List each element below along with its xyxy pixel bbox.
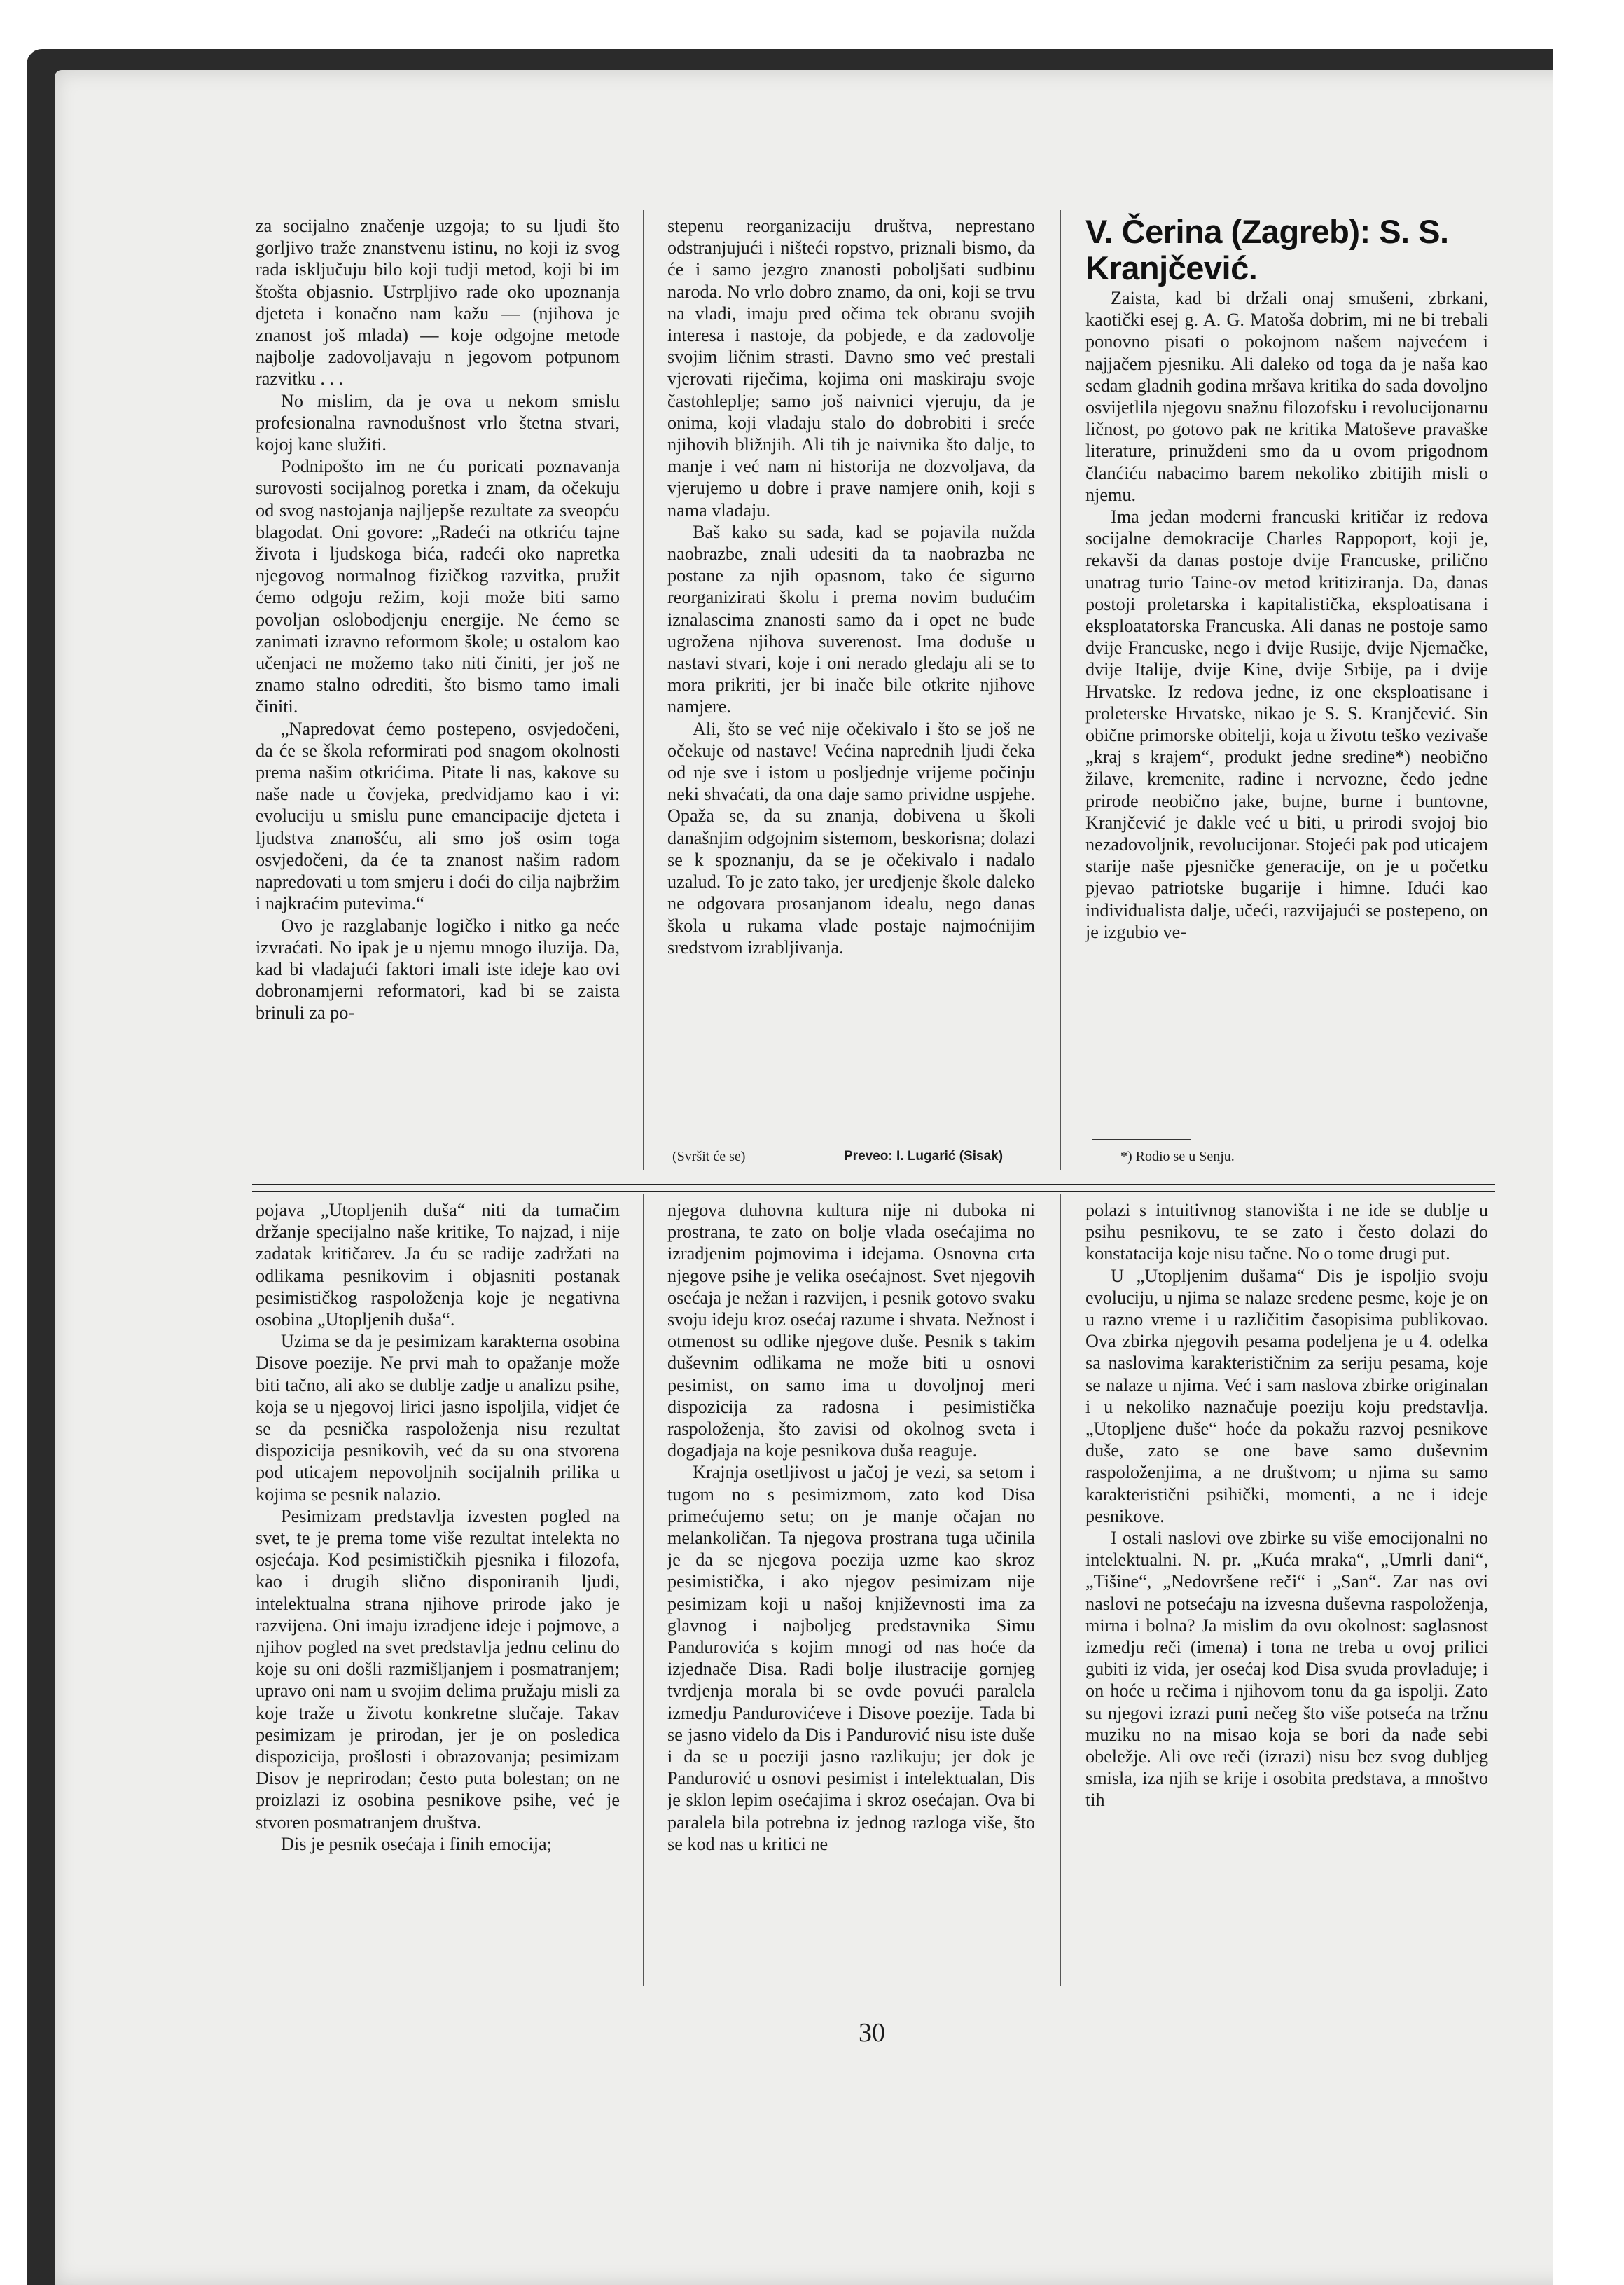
column-4	[256, 1199, 620, 1984]
column-divider	[643, 210, 644, 1170]
paragraph: Krajnja osetljivost u jačoj je vezi, sa setom i tugom no s pesimizmom, zato kod Disa primećujemo setu; on je manje očajan no melankoličan. Ta njegova prostrana tuga učinila je da se njegova poezija uzme kao skroz pesimistička, i ako njegov pesimizam nije pesimizam koji u našoj književnosti ima za glavnog i najboljeg predstavnika Simu Pandurovića s kojim mnogi od nas hoće da izjednače Disa. Radi bolje ilustracije gornjeg tvrdjenja morala bi se ovde povući paralela izmedju Pandurovićeve i Disove poezije. Tada bi se jasno videlo da Dis i Pandurović nisu iste duše i da se u poeziji jasno razlikuju; jer dok je Pandurović u osnovi pesimist i intelektualan, Dis je sklon lepim osećajima i skroz osećajan. Ova bi paralela bila potrebna iz jednog razloga više, što se kod nas u kritici ne	[667, 1462, 1035, 1854]
column-5	[667, 1199, 1035, 1984]
paragraph: Ali, što se već nije očekivalo i što se još ne očekuje od nastave! Većina naprednih ljudi čeka od nje sve i istom u posljednje vrijeme počinju neki shvaćati, da ona daje samo prividne uspjehe. Opaža se, da su znanja, dobivena u školi današnjim odgojnim sistemom, beskorisna; dolazi se k spoznanju, da se je očekivalo i nadalo uzalud. To je zato tako, jer uredjenje škole daleko ne odgovara prosanjanom idealu, nego danas škola u rukama vlade postaje najmoćnijim sredstvom izrabljivanja.	[667, 718, 1035, 958]
paragraph: No mislim, da je ova u nekom smislu profesionalna ravnodušnost vrlo štetna stvari, kojoj kane služiti.	[256, 390, 620, 455]
paragraph: polazi s intuitivnog stanovišta i ne ide se dublje u psihu pesnikovu, te se zato i često dolazi do konstatacija koje nisu tačne. No o tome drugi put.	[1085, 1200, 1488, 1264]
continuation-note: (Svršit će se)	[672, 1149, 746, 1164]
paragraph: Podnipošto im ne ću poricati poznavanja surovosti socijalnog poretka i znam, da očekuju od svog nastojanja najljepše rezultate za sveopću blagodat. Oni govore: „Radeći na otkriću tajne života i ljudskoga bića, radeći oko napretka njegovog normalnog fizičkog razvitka, pružit ćemo odgoju režim, koji može biti samo povoljan oslobodjenju energije. Ne ćemo se zanimati izravno reformom škole; u ostalom kao učenjaci ne možemo tako niti činiti, jer još ne znamo stalno odrediti, što bismo tamo imali činiti.	[256, 456, 620, 717]
paragraph: Pesimizam predstavlja izvesten pogled na svet, te je prema tome više rezultat intelekta no osjećaja. Kod pesimističkih pjesnika i filozofa, kao i drugih slično disponiranih ljudi, intelektualna strana njihove prirode jako je razvijena. Oni imaju izradjene ideje i pojmove, a njihov pogled na svet predstavlja jednu celinu do koje su oni došli razmišljanjem i posmatranjem; upravo oni nam u svojim delima pružaju misli za koje traže u životu konkretne slučaje. Takav pesimizam je prirodan, jer je on posledica dispozicija, prošlosti i obrazovanja; pesimizam Disov je neprirodan; često puta bolestan; on ne proizlazi iz osobina pesnikove psihe, već je stvoren posmatranjem društva.	[256, 1505, 620, 1832]
paragraph: njegova duhovna kultura nije ni duboka ni prostrana, te zato on bolje vlada osećajima no izradjenim pojmovima i idejama. Osnovna crta njegove psihe je velika osećajnost. Svet njegovih osećaja je nežan i razvijen, i pesnik gotovo svaku svoju ideju kroz osećaj razume i shvata. Nežnost i otmenost su odlike njegove duše. Pesnik s takim duševnim odlikama ne može biti u osnovi pesimist, on samo ima u dovoljnoj meri dispozicija za radosna i pesimistička raspoloženja, što zavisi od okolnog sveta i dogadjaja na koje pesnikova duša reaguje.	[667, 1200, 1035, 1461]
paragraph: za socijalno značenje uzgoja; to su ljudi što gorljivo traže znanstvenu istinu, no koji iz svog rada isključuju bilo koji tudji metod, koji bi im štošta objasnio. Ustrpljivo rade oko upoznanja djeteta i konačno nam kažu — (njihova je znanost još mlada) — koje odgojne metode najbolje zadovoljavaju n jegovom potpunom razvitku . . .	[256, 216, 620, 389]
column-divider	[1060, 210, 1061, 1170]
paragraph: Dis je pesnik osećaja i finih emocija;	[281, 1833, 552, 1854]
paragraph: Ovo je razglabanje logičko i nitko ga neće izvraćati. No ipak je u njemu mnogo iluzija. Da, kad bi vladajući faktori imali iste ideje kao ovi dobronamjerni reformatori, kad bi se zaista brinuli za po-	[256, 915, 620, 1023]
column-2	[667, 215, 1035, 1147]
paragraph: I ostali naslovi ove zbirke su više emocijonalni no intelektualni. N. pr. „Kuća mraka“, „Umrli dani“, „Tišine“, „Nedovršene reči“ i „San“. Zar nas ovi naslovi ne potsećaju na izvesna duševna raspoloženja, mirna i bolna? Ja mislim da ovu okolnost: saglasnost izmedju reči (imena) i tona ne treba u ovoj prilici gubiti iz vida, jer osećaj kod Disa svuda provladuje; i on hoće u rečima i njihovom tonu da ga ispolji. Zato su njegovi izrazi puni nečeg što više potseća na tržnu muziku no na misao koja se bori da nađe sebi obeležje. Ali ove reči (izrazi) nisu bez svog dubljeg smisla, iza njih se krije i osobita predstava, a mnoštvo tih	[1085, 1528, 1488, 1811]
translator-credit: Preveo: I. Lugarić (Sisak)	[844, 1149, 1004, 1164]
article-title: V. Čerina (Zagreb): S. S. Kranjčević.	[1085, 213, 1449, 287]
column-divider	[1060, 1194, 1061, 1986]
paragraph: stepenu reorganizaciju društva, neprestano odstranjujući i ništeći ropstvo, priznali bismo, da će i samo jezgro znanosti poboljšati sudbinu naroda. No vrlo dobro znamo, da oni, koji se trvu na vladi, imaju pred očima tek obranu svojih interesa i nastoje, da pobjede, e da zadovolje svojim ličnim strasti. Davno smo već prestali vjerovati riječima, kojima oni maskiraju svoje častohleplje; samo još naivnici vjeruju, da je onima, koji vladaju stalo do dobrobiti i sreće njihovih bližnjih. Ali tih je naivnika što dalje, to manje i već nam ni historija ne dozvoljava, da vjerujemo u dobre i prave namjere onih, koji s nama vladaju.	[667, 216, 1035, 520]
column-6	[1085, 1199, 1488, 1984]
footnote: *) Rodio se u Senju.	[1120, 1149, 1235, 1164]
paragraph: U „Utopljenim dušama“ Dis je ispoljio svoju evoluciju, u njima se nalaze sredene pesme, koje je on u razno vreme i u različitim časopisima publikovao. Ova zbirka njegovih pesama podeljena je u 4. odelka sa naslovima karakterističnim za seriju pesama, koje se nalaze u njima. Već i sam naslova zbirke originalan i u nekoliko naznačuje poeziju koju predstavlja. „Utopljene duše“ hoće da pokažu razvoj pesnikove duše, zato se one bave samo duševnim raspoloženjima, a ne društvom; u njima su samo karakteristični psihički, momenti, a ne i ideje pesnikove.	[1085, 1265, 1488, 1526]
paragraph: Zaista, kad bi držali onaj smušeni, zbrkani, kaotički esej g. A. G. Matoša dobrim, mi ne bi trebali ponovno pisati o pokojnom našem najvećem i najjačem pjesniku. Ali daleko od toga da je naša kao sedam gladnih godina mršava kritika do sada dovoljno osvijetlila njegovu snažnu filozofsku i revolucijonarnu ličnost, po gotovo pak ne kritika Matoševe pravaške literature, prinuždeni smo da u ovom prigodnom članćiću nabacimo barem nekoliko zbitijih misli o njemu.	[1085, 288, 1488, 505]
scan-margin	[1553, 0, 1624, 2285]
column-divider	[643, 1194, 644, 1986]
section-separator	[252, 1184, 1495, 1192]
paragraph: pojava „Utopljenih duša“ niti da tumačim držanje specijalno naše kritike, To najzad, i nije zadatak kritičarev. Ja ću se radije zadržati na odlikama pesnikovim i objasniti postanak pesimističkog raspoloženja koje je negativna osobina „Utopljenih duša“.	[256, 1200, 620, 1330]
column-3	[1085, 287, 1488, 1161]
paragraph: Ima jedan moderni francuski kritičar iz redova socijalne demokracije Charles Rappoport, koji je, rekavši da danas postoje dvije Francuske, prilično unatrag turio Taine-ov metod kritiziranja. Da, danas postoji proletarska i kapitalistička, eksploatisana i eksploatatorska Francuska. Ali danas ne postoje samo dvije Francuske, nego i dvije Rusije, dvije Njemačke, dvije Italije, dvije Kine, dvije Srbije, pa i dvije Hrvatske. Iz redova jedne, iz one eksploatisane i proleterske Hrvatske, nikao je S. S. Kranjčević. Sin obične primorske obitelji, koja u životu teško vezivaše „kraj s krajem“, produkt jedne sredine*) neobično žilave, kremenite, radine i nervozne, čedo jedne prirode neobično jake, bujne, burne i buntovne, Kranjčević je dakle već u biti, u prirodi svojoj bio nezadovoljnik, revolucijonar. Stojeći pak pod uticajem starije naše pjesničke generacije, on je u početku pjevao patriotske bugarije i himne. Idući kao individualista dalje, učeći, razvijajući se postepeno, on je izgubio ve-	[1085, 506, 1488, 942]
page-number: 30	[859, 2018, 885, 2048]
paragraph: Uzima se da je pesimizam karakterna osobina Disove poezije. Ne prvi mah to opažanje može biti tačno, ali ako se dublje zadje u analizu psihe, koja se u njegovoj lirici jasno ispoljila, vidjet će se da pesnička raspoloženja nisu rezultat dispozicija pesnikovih, već da su ona stvorena pod uticajem nepovoljnih socijalnih prilika u kojima se pesnik nalazio.	[256, 1331, 620, 1505]
column-1	[256, 215, 620, 1169]
footnote-rule	[1092, 1139, 1191, 1140]
paragraph: Baš kako su sada, kad se pojavila nužda naobrazbe, znali udesiti da ta naobrazba ne postane za njih opasnom, tako će sigurno reorganizirati školu i prema novim budućim iznalascima znanosti samo da i opet ne bude ugrožena njihova suverenost. Ima doduše u nastavi stvari, koje i oni nerado gledaju ali se to mora prikriti, jer bi inače bile otkrite njihove namjere.	[667, 521, 1035, 717]
paragraph: „Napredovat ćemo postepeno, osvjedočeni, da će se škola reformirati pod snagom okolnosti prema našim otkrićima. Pitate li nas, kakove su naše nade u čovjeka, predvidjamo kao i vi: evoluciju u smislu pune emancipacije djeteta i ljudstva znanošću, ali smo još osim toga osvjedočeni, da će ta znanost našim radom napredovati u tom smjeru i doći do cilja najbržim i najkraćim putevima.“	[256, 718, 620, 914]
